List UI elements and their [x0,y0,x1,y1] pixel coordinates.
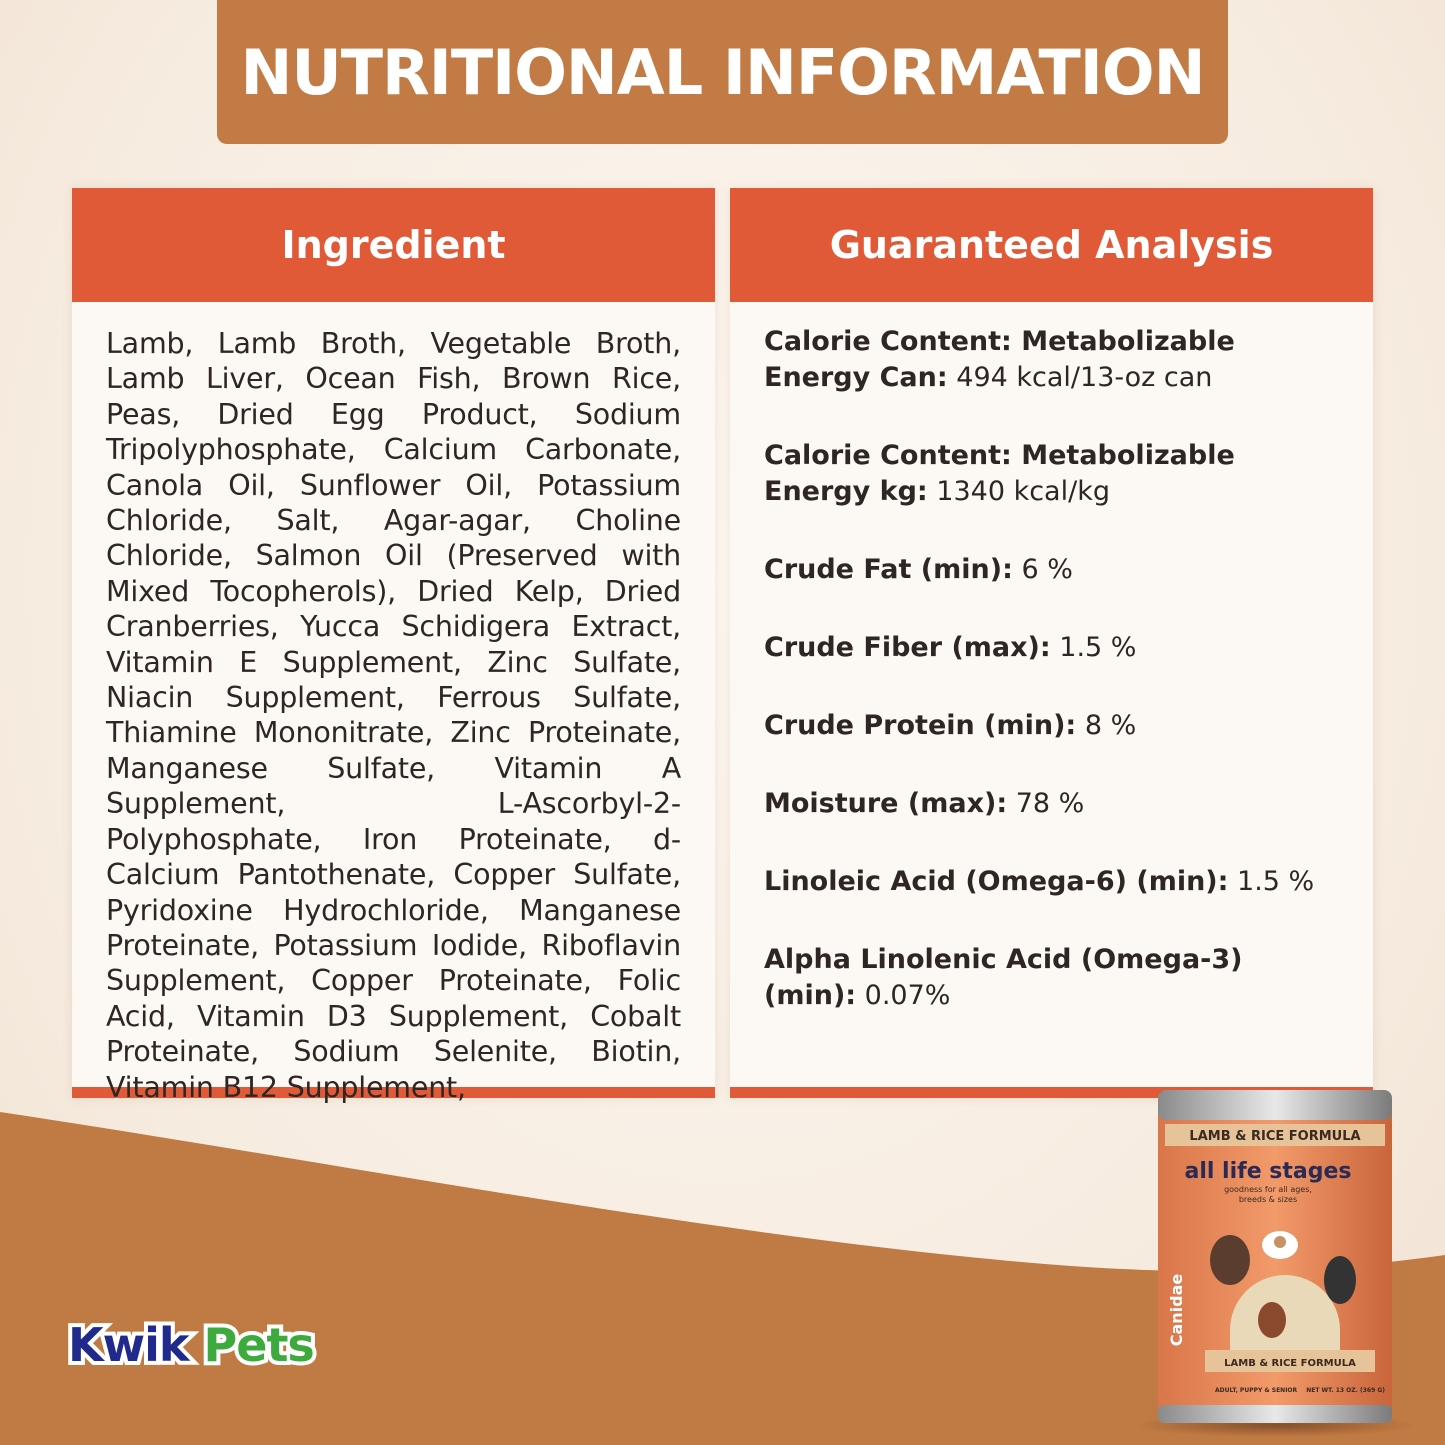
can-brand: Canidae [1167,1273,1186,1347]
analysis-label: Calorie Content: Metabolizable Energy kg: [764,440,1235,507]
analysis-item [764,864,1339,900]
logo-kwik-text: Kwik [68,1318,189,1372]
ingredient-panel [72,188,715,1104]
analysis-item [764,708,1339,744]
analysis-label: Crude Protein (min): [764,710,1077,741]
analysis-item [764,942,1339,1014]
analysis-value: 494 kcal/13-oz can [947,362,1213,393]
analysis-value: 1.5 % [1228,866,1315,897]
analysis-label: Crude Fat (min): [764,554,1013,585]
can-headline: all life stages [1184,1159,1352,1184]
analysis-item [764,552,1339,588]
title-banner [217,0,1228,144]
analysis-value: 6 % [1012,554,1073,585]
analysis-label: Crude Fiber (max): [764,632,1051,663]
analysis-label: Calorie Content: Metabolizable Energy Can: [764,326,1235,393]
can-footer-right: NET WT. 13 OZ. (369 G) [1306,1387,1385,1394]
analysis-value: 1.5 % [1050,632,1137,663]
analysis-panel-header: Guaranteed Analysis [730,188,1373,302]
analysis-label: Alpha Linolenic Acid (Omega-3) (min): [764,944,1243,1011]
analysis-value: 8 % [1076,710,1137,741]
can-bottom-label: LAMB & RICE FORMULA [1224,1358,1356,1369]
logo-pets-text: Pets [203,1318,314,1372]
ingredient-panel-header: Ingredient [72,188,715,302]
analysis-label: Linoleic Acid (Omega-6) (min): [764,866,1229,897]
analysis-item [764,630,1339,666]
product-can-image [1120,1080,1430,1440]
kwik-pets-logo [68,1318,314,1372]
analysis-value: 78 % [1007,788,1085,819]
analysis-label: Moisture (max): [764,788,1008,819]
analysis-panel [730,188,1373,1098]
can-tagline-2: breeds & sizes [1238,1195,1298,1204]
ingredients-list: Lamb, Lamb Broth, Vegetable Broth, Lamb Liver, Ocean Fish, Brown Rice, Peas, Dried Egg Product, Sodium Tripolyphosphate, Calcium Carbonate, Canola Oil, Sunflower Oil, Potassium Chloride, Salt, Agar-agar, Choline Chloride, Salmon Oil (Preserved with Mixed Tocopherols), Dried Kelp, Dried Cranberries, Yucca Schidigera Extract, Vitamin E Supplement, Zinc Sulfate, Niacin Supplement, Ferrous Sulfate, Thiamine Mononitrate, Zinc Proteinate, Manganese Sulfate, Vitamin A Supplement, L-Ascorbyl-2-Polyphosphate, Iron Proteinate, d-Calcium Pantothenate, Copper Sulfate, Pyridoxine Hydrochloride, Manganese Proteinate, Potassium Iodide, Riboflavin Supplement, Copper Proteinate, Folic Acid, Vitamin D3 Supplement, Cobalt Proteinate, Sodium Selenite, Biotin, Vitamin B12 Supplement, [106,327,681,1104]
analysis-item [764,438,1339,510]
can-footer-left: ADULT, PUPPY & SENIOR [1215,1387,1298,1394]
page-title: NUTRITIONAL INFORMATION [240,35,1205,109]
analysis-item [764,786,1339,822]
can-top-label: LAMB & RICE FORMULA [1189,1129,1361,1144]
analysis-item [764,324,1339,396]
can-tagline-1: goodness for all ages, [1224,1185,1312,1194]
analysis-value: 0.07% [856,980,951,1011]
analysis-value: 1340 kcal/kg [927,476,1110,507]
